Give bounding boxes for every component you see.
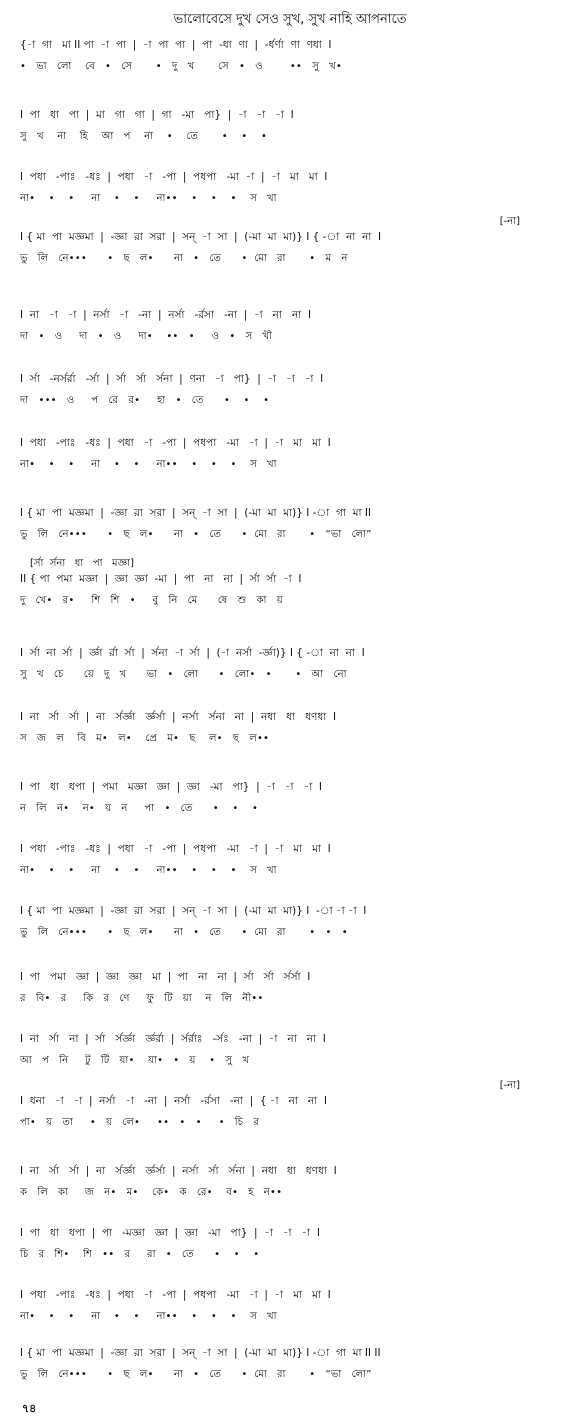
lyric-syllables: ভু লি নে••• • ছ ল• না • তে • মো রা • ম ন [20,253,348,264]
notation-line [20,506,560,542]
variant-annotation: [র্সা র্সনা ধা পা মজ্ঞা] [30,558,134,569]
lyric-syllables: ভু লি নে••• • ছ ল• না • তে • মো রা • “ভা লো” [20,529,372,540]
lyric-syllables: না• • • না • • না•• • • • স খা [20,459,277,470]
notation-line [20,1080,560,1130]
swara-notes: I পা ধা ধপা | পমা মজ্ঞা জ্ঞা | জ্ঞা -মা পা} | -া -া -া I [20,781,323,793]
song-title: ভালোবেসে দুখ সেও সুখ, সুখ নাহি আপনাতে [173,12,407,27]
swara-notes: II { পা পমা মজ্ঞা | জ্ঞা জ্ঞা -মা | পা না না | র্সা র্সা -া I [20,573,302,585]
swara-notes: I না র্সা র্সা | না র্সর্জ্ঞা র্জ্ঞর্সা | নর্সা র্সা র্সনা | নধা ধা ধণধা I [20,1165,337,1177]
notation-line [20,170,560,206]
swara-notes: I পধা -পাঃ -ধঃ | পধা -া -পা | পধপা -মা -া | -া মা মা I [20,171,328,183]
swara-notes: I পা পমা জ্ঞা | জ্ঞা জ্ঞা মা | পা না না | র্সা র্সা র্সর্সা I [20,971,311,983]
lyric-syllables: • ভা লো বে • সে • দু খ সে • ও •• সু খ• [20,61,342,72]
lyric-syllables: স জ ল বি ম• ল• প্রে ম• ছ ল• ছ ল•• [20,733,270,744]
lyric-syllables: চি র শি• শি •• র রা • তে • • • [20,1249,260,1260]
swara-notes: I { মা পা মজ্ঞমা | -জ্ঞা রা সরা | সন্ -া সা | (-মা মা মা)} I -া গা মা II II [20,1347,381,1359]
swara-notes: {-া গা মা II পা -া পা | -া পা পা | পা -ধা ণা | -র্ধর্ণা ণা ণধা I [20,39,332,51]
notation-line [20,216,560,266]
lyric-syllables: না• • • না • • না•• • • • স খা [20,865,277,876]
swara-notes: I না র্সা র্সা | না র্সর্জ্ঞা র্জ্ঞর্সা | নর্সা র্সনা না | নধা ধা ধণধা I [20,711,337,723]
notation-line [20,780,560,816]
notation-line [20,436,560,472]
lyric-syllables: দা ••• ও প রে র• হা • তে • • • [20,395,270,406]
notation-line [20,1164,560,1200]
notation-line [20,710,560,746]
swara-notes: I র্সা -নর্সর্রা -র্সা | র্সা র্সা র্সনা | ণনা -া পা} | -া -া -া I [20,373,324,385]
notation-line [20,1346,560,1382]
notation-line [20,108,560,144]
lyric-syllables: র বি• র কি র ণে ফু টি য়া ন লি নী•• [20,993,264,1004]
swara-notes: I র্সা না র্সা | র্জ্ঞা র্রা র্সা | র্সনা -া র্সা | (-া নর্সা -র্জ্ঞা)} I { -া না না I [20,647,365,659]
lyric-syllables: সু খ না হি আ প না • তে • • • [20,131,268,142]
swara-notes: I { মা পা মজ্ঞমা | -জ্ঞা রা সরা | সন্ -া সা | (-মা মা মা)} I -া -া -া I [20,905,367,917]
lyric-syllables: ভু লি নে••• • ছ ল• না • তে • মো রা • • • [20,927,348,938]
notation-line [20,970,560,1006]
lyric-syllables: পা• য় তা • য় লে• •• • • • চি র [20,1117,260,1128]
lyric-syllables: ভু লি নে••• • ছ ল• না • তে • মো রা • “ভা লো” [20,1369,372,1380]
swara-notes: I { মা পা মজ্ঞমা | -জ্ঞা রা সরা | সন্ -া সা | (-মা মা মা)} I -া গা মা II [20,507,372,519]
notation-line [20,308,560,344]
variant-annotation: [-না] [499,216,520,227]
swara-notes: I { মা পা মজ্ঞমা | -জ্ঞা রা সরা | সন্ -া সা | (-মা মা মা)} I { -া না না I [20,231,382,243]
swara-notes: I পধা -পাঃ -ধঃ | পধা -া -পা | পধপা -মা -া | -া মা মা I [20,1289,331,1301]
lyric-syllables: দা • ও দা • ও দা• •• • ও • স খী [20,331,273,342]
lyric-syllables: ন লি ন• ন• য় ন পা • তে • • • [20,803,259,814]
notation-line [20,1032,560,1068]
notation-line [20,646,560,682]
notation-line [20,842,560,878]
notation-line [20,1288,560,1324]
notation-line [20,38,560,74]
lyric-syllables: না• • • না • • না•• • • • স খা [20,1311,277,1322]
swara-notes: I না র্সা না | র্সা র্সর্জ্ঞা র্জ্ঞর্রা | র্সর্রাঃ -র্সঃ -না | -া না না I [20,1033,326,1045]
notation-line [20,1226,560,1262]
lyric-syllables: দু খে• র• শি শি • বু নি মে ষে শু কা য় [20,595,283,606]
lyric-syllables: ক লি কা জ ন• ম• কে• ক রে• ব• হ ন•• [20,1187,283,1198]
notation-line [20,904,560,940]
swara-notes: I না -া -া | নর্সা -া -না | নর্সা -র্রসা -না | -া না না I [20,309,312,321]
lyric-syllables: আ প নি টু টি য়া• য়া• • য় • সু খ [20,1055,250,1066]
swara-notes: I পা ধা পা | মা গা গা | গা -মা পা} | -া -া -া I [20,109,294,121]
swara-notes: I পা ধা ধপা | পা -মজ্ঞা জ্ঞা | জ্ঞা -মা পা} | -া -া -া I [20,1227,320,1239]
variant-annotation: [-না] [499,1080,520,1091]
notation-line [20,558,560,608]
lyric-syllables: সু খ চে য়ে দু খ ভা • লো • লো• • • আ নো [20,669,347,680]
swara-notes: I পধা -পাঃ -ধঃ | পধা -া -পা | পধপা -মা -া | -া মা মা I [20,437,331,449]
swara-notes: I পধা -পাঃ -ধঃ | পধা -া -পা | পধপা -মা -া | -া মা মা I [20,843,331,855]
notation-line [20,372,560,408]
page-number: ৭৪ [22,1402,37,1415]
swara-notes: I ধনা -া -া | নর্সা -া -না | নর্সা -র্রসা -না | { -া না না I [20,1095,327,1107]
lyric-syllables: না• • • না • • না•• • • • স খা [20,193,277,204]
